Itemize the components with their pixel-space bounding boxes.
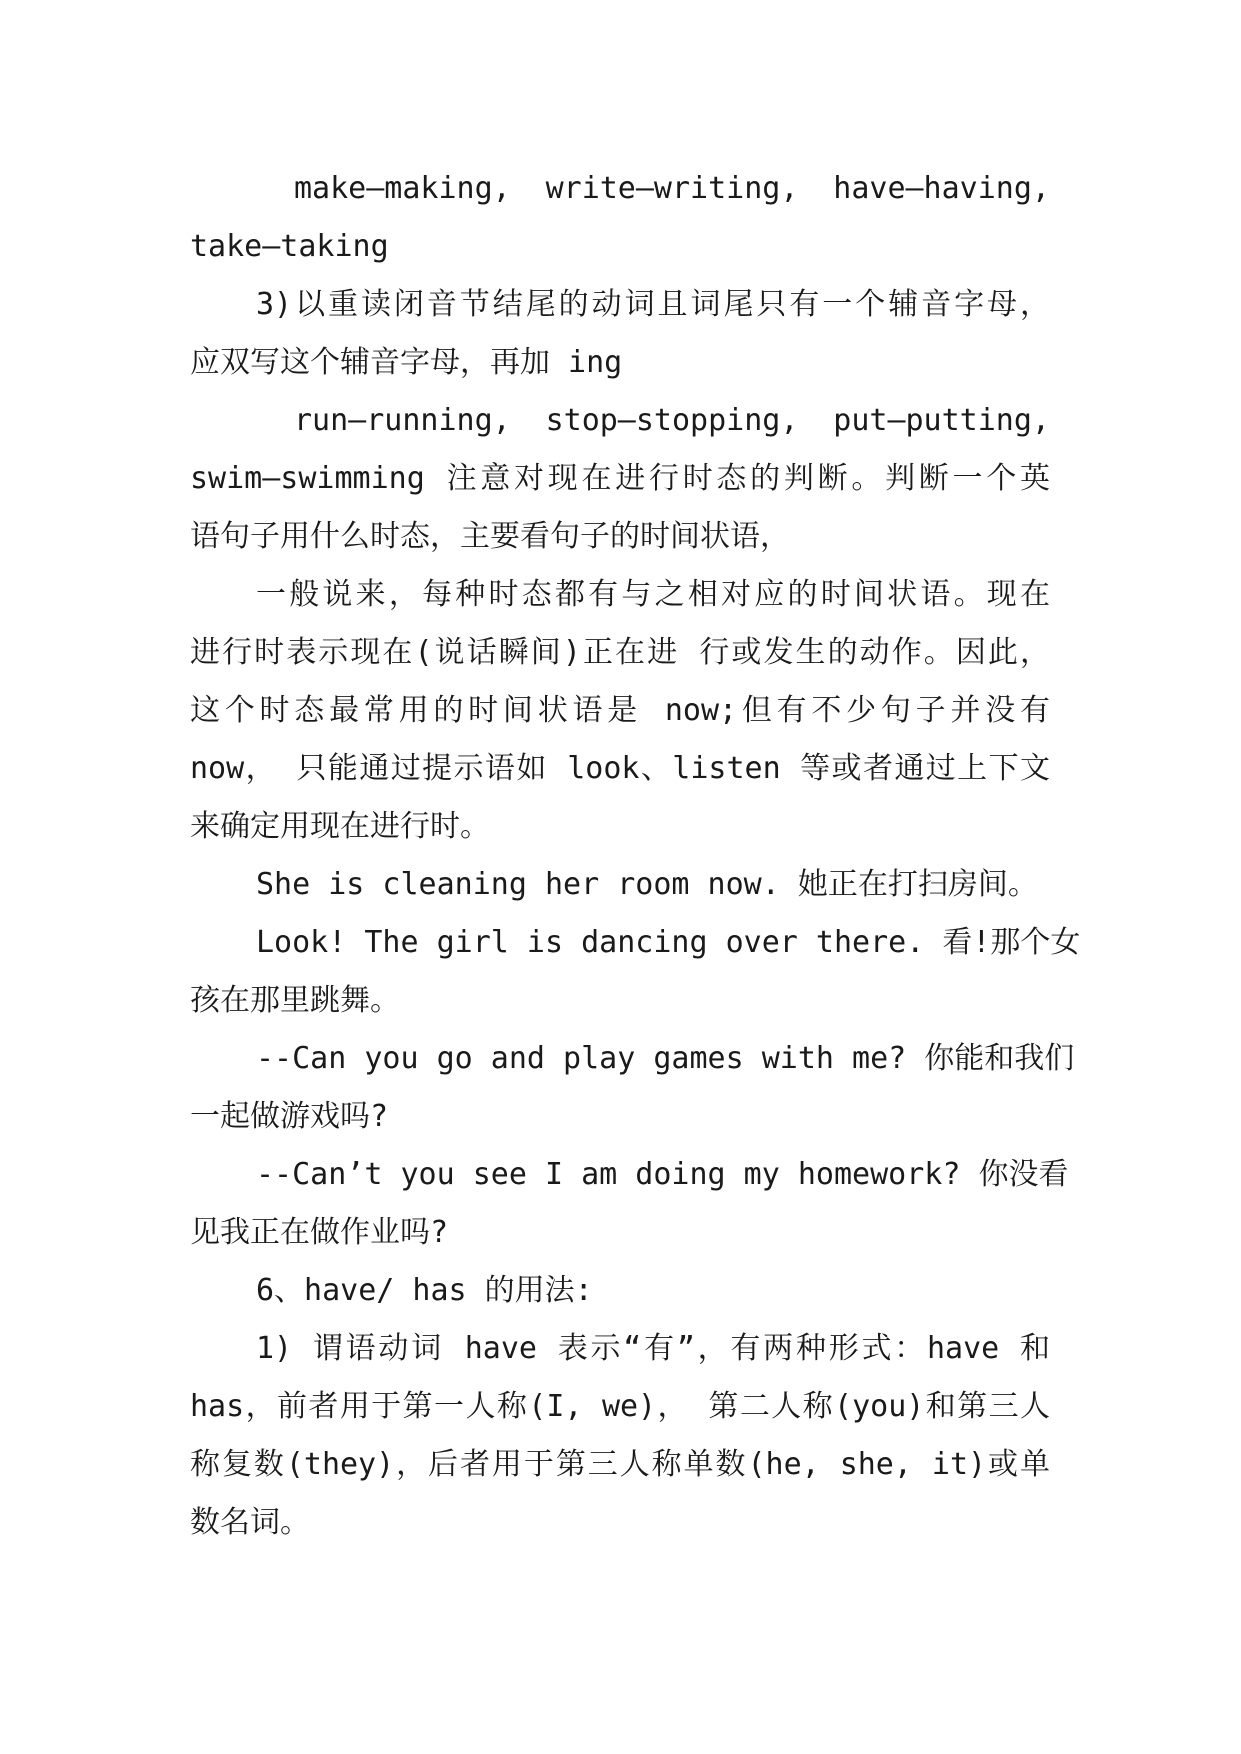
text-line: 一般说来，每种时态都有与之相对应的时间状语。现在	[256, 577, 1050, 612]
text-line: 见我正在做作业吗?	[190, 1215, 449, 1250]
text-line: 1) 谓语动词 have 表示“有”，有两种形式：have 和	[256, 1331, 1050, 1366]
text-line: 称复数(they)，后者用于第三人称单数(he, she, it)或单	[190, 1447, 1050, 1482]
document-page	[190, 160, 1081, 1552]
text-line: now， 只能通过提示语如 look、listen 等或者通过上下文	[190, 751, 1050, 786]
text-line: take—taking	[190, 229, 389, 264]
text-line: 数名词。	[190, 1505, 310, 1540]
text-line: She is cleaning her room now. 她正在打扫房间。	[256, 867, 1038, 902]
text-line: make—making, write—writing, have—having,	[294, 171, 1050, 206]
text-line: 进行时表示现在(说话瞬间)正在进 行或发生的动作。因此，	[190, 635, 1050, 670]
text-line: --Can’t you see I am doing my homework? 你没看	[256, 1157, 1069, 1192]
text-line: has，前者用于第一人称(I, we)， 第二人称(you)和第三人	[190, 1389, 1050, 1424]
text-line: 孩在那里跳舞。	[190, 983, 400, 1018]
section-heading: 6、have/ has 的用法:	[256, 1273, 593, 1308]
text-line: --Can you go and play games with me? 你能和我们	[256, 1041, 1075, 1076]
text-line: 来确定用现在进行时。	[190, 809, 490, 844]
text-line: 应双写这个辅音字母，再加 ing	[190, 345, 623, 380]
text-line: Look! The girl is dancing over there. 看!那个女	[256, 925, 1081, 960]
text-line: swim—swimming 注意对现在进行时态的判断。判断一个英	[190, 461, 1050, 496]
text-line: 这个时态最常用的时间状语是 now;但有不少句子并没有	[190, 693, 1050, 728]
text-line: 语句子用什么时态，主要看句子的时间状语，	[190, 519, 790, 554]
text-line: run—running, stop—stopping, put—putting,	[294, 403, 1050, 438]
text-line: 一起做游戏吗?	[190, 1099, 389, 1134]
text-line: 3)以重读闭音节结尾的动词且词尾只有一个辅音字母，	[256, 287, 1050, 322]
